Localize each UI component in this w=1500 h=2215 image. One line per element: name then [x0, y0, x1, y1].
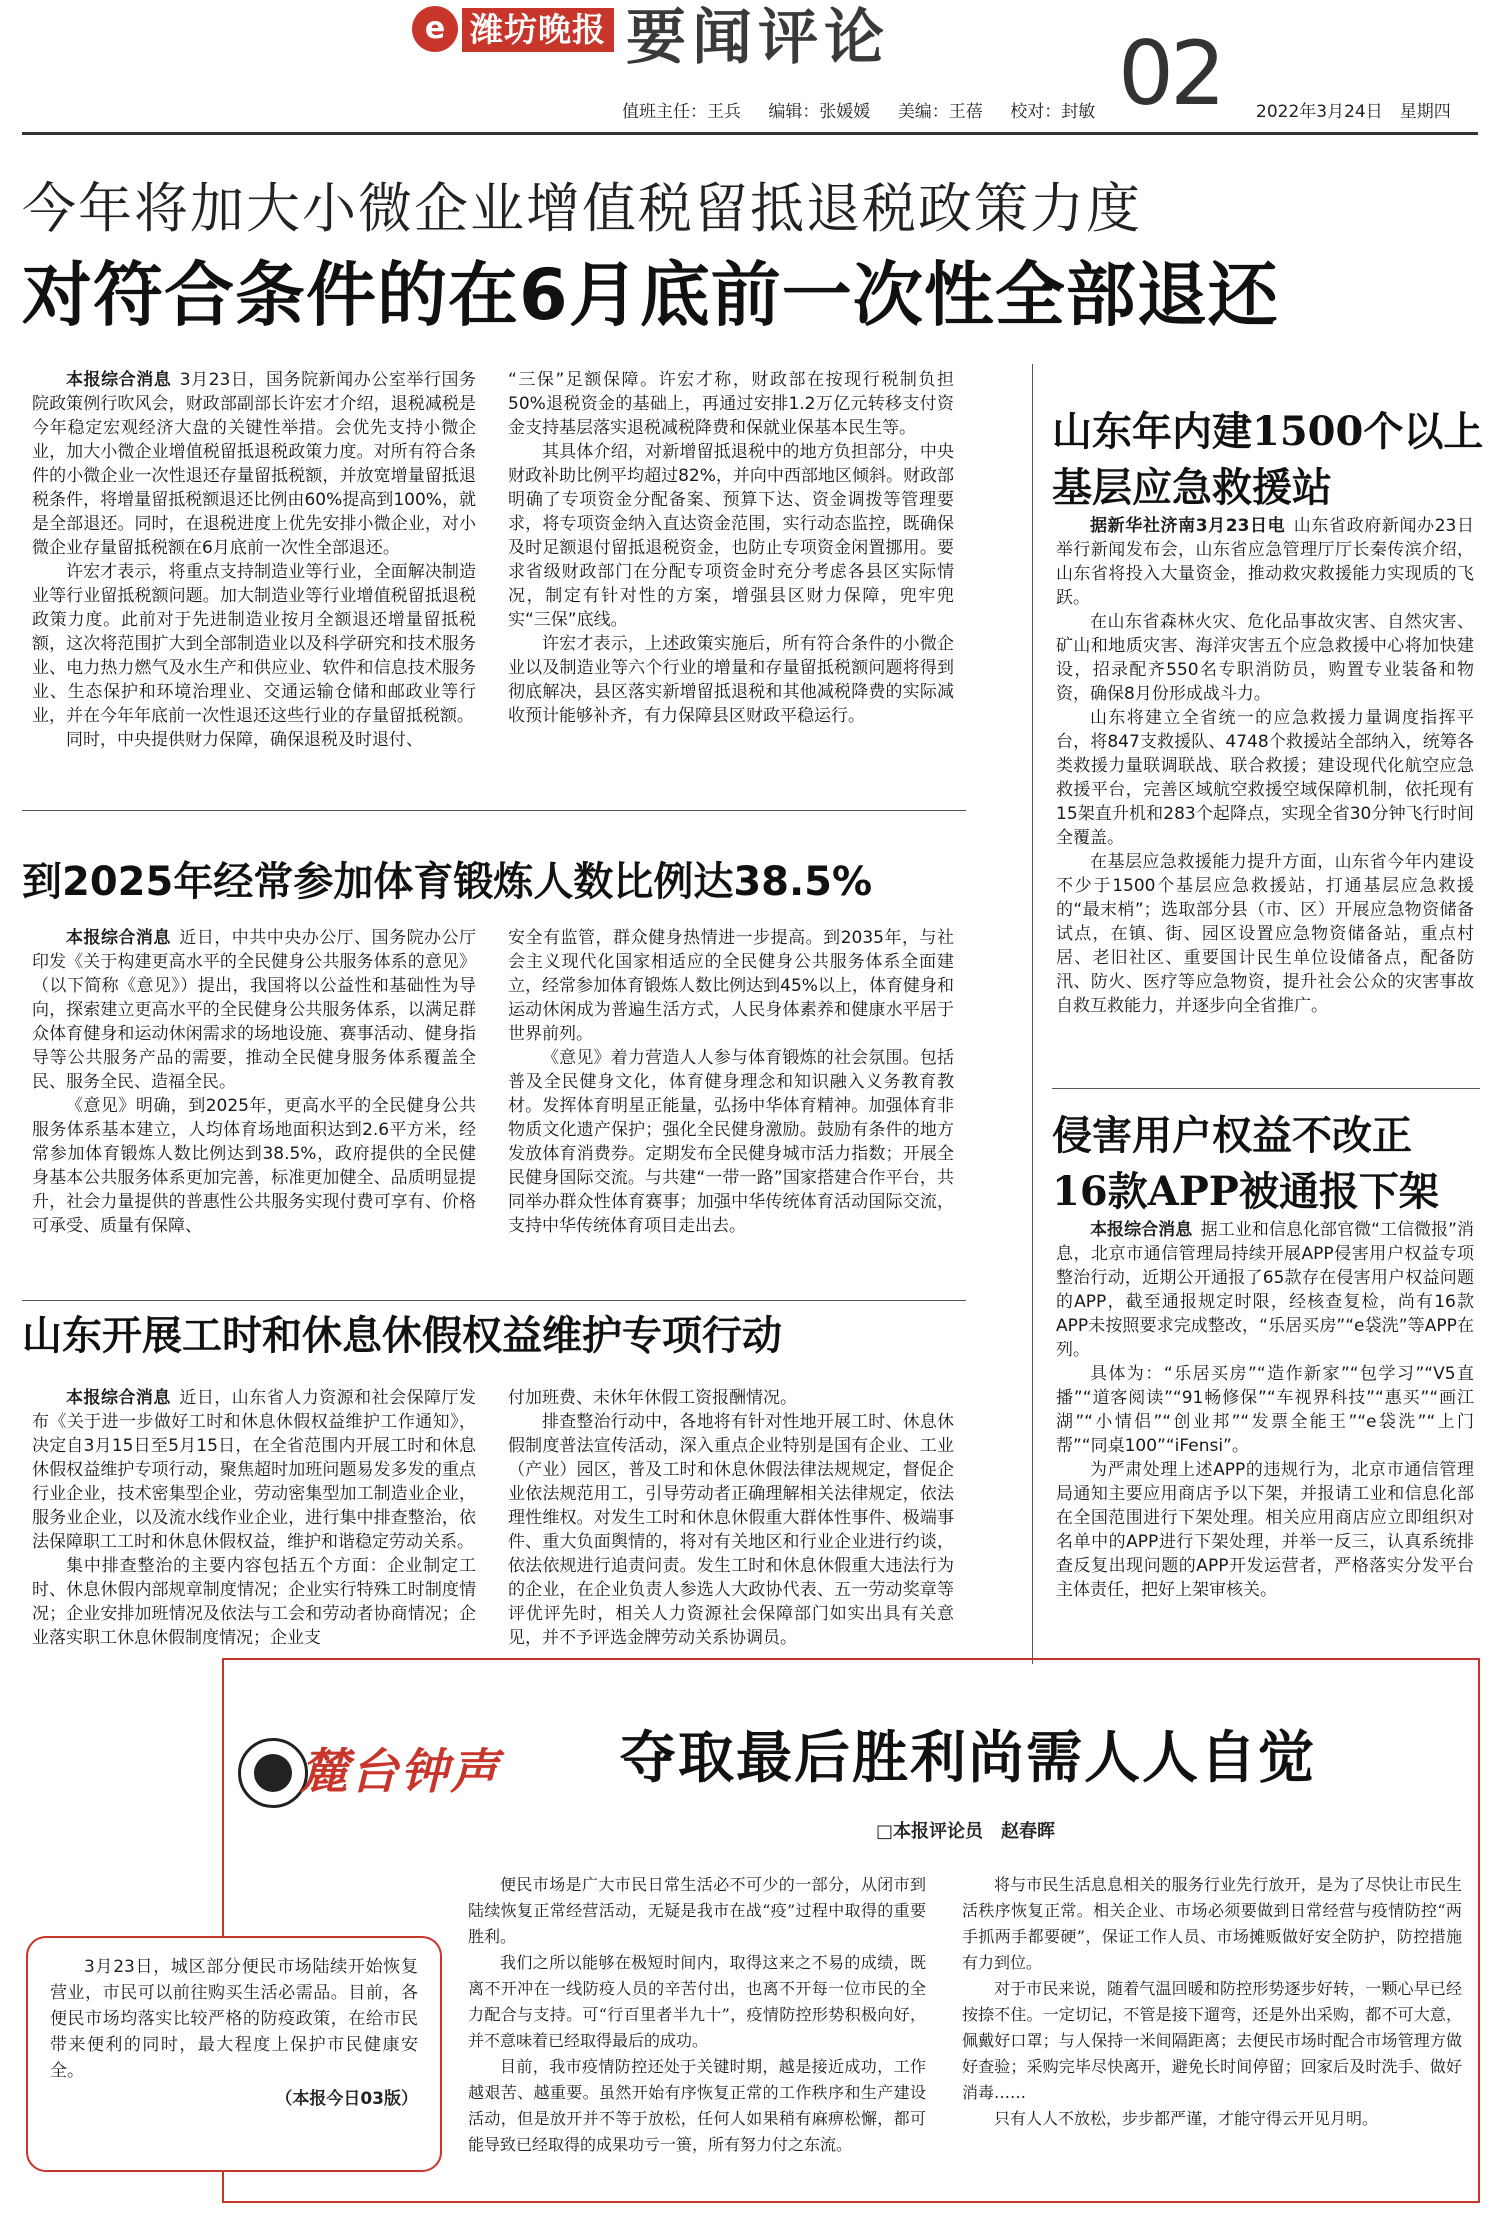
article1-title: 对符合条件的在6月底前一次性全部退还: [22, 254, 1279, 336]
side2-title-line: 16款APP被通报下架: [1052, 1168, 1439, 1215]
side1-title-line: 基层应急救援站: [1052, 464, 1332, 511]
side1-body: [1056, 514, 1474, 1074]
editor-credits: [622, 100, 1117, 124]
article3-title: 山东开展工时和休息休假权益维护专项行动: [22, 1313, 782, 1359]
newspaper-logo-icon: e: [412, 6, 458, 52]
commentary-paragraph: 我们之所以能够在极短时间内，取得这来之不易的成绩，既离不开冲在一线防疫人员的辛苦付出，也离不开每一位市民的全力配合与支持。可“行百里者半九十”，疫情防控形势积极向好，并不意味着已经取得最后的成功。: [468, 1953, 926, 2050]
article-divider: [22, 1300, 966, 1301]
article3-lead: 本报综合消息: [66, 1388, 171, 1408]
article1-paragraph: 许宏才表示，将重点支持制造业等行业，全面解决制造业等行业留抵税额问题。加大制造业等行业增值税留抵退税政策力度。此前对于先进制造业按月全额退还增量留抵税额，这次将范围扩大到全部制造业以及科学研究和技术服务业、电力热力燃气及水生产和供应业、软件和信息技术服务业、生态保护和环境治理业、交通运输仓储和邮政业等行业，并在今年年底前一次性退还这些行业的存量留抵税额。: [32, 562, 476, 726]
commentary-title: 夺取最后胜利尚需人人自觉: [620, 1726, 1316, 1791]
column-divider: [1032, 364, 1033, 1664]
article3-paragraph: 集中排查整治的主要内容包括五个方面：企业制定工时、休息休假内部规章制度情况；企业实行特殊工时制度情况；企业安排加班情况及依法与工会和劳动者协商情况；企业落实职工休息休假制度情况；企业支: [32, 1556, 476, 1648]
bell-icon-center: [254, 1754, 292, 1792]
article-divider: [22, 810, 966, 811]
side2-paragraph: 具体为：“乐居买房”“造作新家”“包学习”“V5直播”“道客阅读”“91畅修保”“车视界科技”“惠买”“画江湖”“小情侣”“创业邦”“发票全能王”“e袋洗”“上门帮”“同桌100”“iFensi”。: [1056, 1364, 1474, 1456]
commentary-paragraph: 目前，我市疫情防控还处于关键时期，越是接近成功，工作越艰苦、越重要。虽然开始有序恢复正常的工作秩序和生产建设活动，但是放开并不等于放松，任何人如果稍有麻痹松懈，都可能导致已经取得的成果功亏一篑，所有努力付之东流。: [468, 2057, 926, 2154]
commentary-paragraph: 便民市场是广大市民日常生活必不可少的一部分，从闭市到陆续恢复正常经营活动，无疑是我市在战“疫”过程中取得的重要胜利。: [468, 1875, 926, 1946]
article2-paragraph: 《意见》着力营造人人参与体育锻炼的社会氛围。包括普及全民健身文化，体育健身理念和知识融入义务教育教材。发挥体育明星正能量，弘扬中华体育精神。加强体育非物质文化遗产保护；强化全民健身激励。鼓励有条件的地方发放体育消费券。定期发布全民健身城市活力指数；开展全民健身国际交流。与共建“一带一路”国家搭建合作平台，共同举办群众性体育赛事；加强中华传统体育活动国际交流，支持中华传统体育项目走出去。: [508, 1048, 954, 1236]
page-number: 02: [1118, 22, 1222, 125]
article3-paragraph: 近日，山东省人力资源和社会保障厅发布《关于进一步做好工时和休息休假权益维护工作通知》，决定自3月15日至5月15日，在全省范围内开展工时和休息休假权益维护专项行动，聚焦超时加班问题易发多发的重点行业企业，技术密集型企业，劳动密集型加工制造业企业，服务业企业，以及流水线作业企业，进行集中排查整治，依法保障职工工时和休息休假权益，维护和谐稳定劳动关系。: [32, 1388, 476, 1552]
commentary-paragraph: 将与市民生活息息相关的服务行业先行放开，是为了尽快让市民生活秩序恢复正常。相关企业、市场必须要做到日常经营与疫情防控“两手抓两手都要硬”，保证工作人员、市场摊贩做好安全防护，防控措施有力到位。: [962, 1875, 1462, 1972]
article2-column1: [32, 926, 476, 1290]
side1-paragraph: 山东将建立全省统一的应急救援力量调度指挥平台，将847支救援队、4748个救援站全部纳入，统筹各类救援力量联调联战、联合救援；建设现代化航空应急救援平台，完善区域航空救援空域保障机制，依托现有15架直升机和283个起降点，实现全省30分钟飞行时间全覆盖。: [1056, 708, 1474, 848]
section-title: 要闻评论: [626, 3, 890, 73]
art-editor: 美编：王蓓: [897, 102, 983, 122]
side2-paragraph: 据工业和信息化部官微“工信微报”消息，北京市通信管理局持续开展APP侵害用户权益专项整治行动，近期公开通报了65款存在侵害用户权益问题的APP，截至通报规定时限，经核查复检，尚有16款APP未按照要求完成整改，“乐居买房”“e袋洗”等APP在列。: [1056, 1220, 1474, 1360]
article1-subtitle: 今年将加大小微企业增值税留抵退税政策力度: [22, 177, 1142, 240]
commentary-byline: □本报评论员 赵春晖: [876, 1821, 1056, 1842]
newspaper-name: 潍坊晚报: [462, 8, 614, 52]
side1-paragraph: 在山东省森林火灾、危化品事故灾害、自然灾害、矿山和地质灾害、海洋灾害五个应急救援中心将加快建设，招录配齐550名专职消防员，购置专业装备和物资，确保8月份形成战斗力。: [1056, 612, 1474, 704]
article1-paragraph: “三保”足额保障。许宏才称，财政部在按现行税制负担50%退税资金的基础上，再通过安排1.2万亿元转移支付资金支持基层落实退税减税降费和保就业保基本民生等。: [508, 370, 954, 438]
side1-title: [1052, 404, 1483, 516]
proofreader: 校对：封敏: [1010, 102, 1096, 122]
callout-box: [26, 1936, 442, 2172]
article2-paragraph: 《意见》明确，到2025年，更高水平的全民健身公共服务体系基本建立，人均体育场地面积达到2.6平方米，经常参加体育锻炼人数比例达到38.5%，政府提供的全民健身基本公共服务体系更加完善，标准更加健全、品质明显提升，社会力量提供的普惠性公共服务实现付费可享有、价格可承受、质量有保障、: [32, 1096, 476, 1236]
side2-body: [1056, 1218, 1474, 1648]
article1-paragraph: 3月23日，国务院新闻办公室举行国务院政策例行吹风会，财政部副部长许宏才介绍，退税减税是今年稳定宏观经济大盘的关键性举措。会优先支持小微企业，加大小微企业增值税留抵退税政策力度。对所有符合条件的小微企业一次性退还存量留抵税额，并放宽增量留抵退税条件，将增量留抵税额退还比例由60%提高到100%，就是全部退还。同时，在退税进度上优先安排小微企业，对小微企业存量留抵税额在6月底前一次性全部退还。: [32, 370, 476, 558]
commentary-column2: [962, 1872, 1462, 2194]
masthead-divider: [22, 132, 1478, 135]
article2-title: 到2025年经常参加体育锻炼人数比例达38.5%: [22, 859, 873, 905]
article1-lead: 本报综合消息: [66, 370, 172, 390]
side1-paragraph: 在基层应急救援能力提升方面，山东省今年内建设不少于1500个基层应急救援站，打通基层应急救援的“最末梢”；选取部分县（市、区）开展应急物资储备试点，在镇、街、园区设置应急物资储备站，重点村居、老旧社区、重要国计民生单位设储备点，配备防汛、防火、医疗等应急物资，提升社会公众的灾害事故自救互救能力，并逐步向全省推广。: [1056, 852, 1474, 1016]
commentary-paragraph: 对于市民来说，随着气温回暖和防控形势逐步好转，一颗心早已经按捺不住。一定切记，不管是接下遛弯，还是外出采购，都不可大意，佩戴好口罩；与人保持一米间隔距离；去便民市场时配合市场管理方做好查验；采购完毕尽快离开，避免长时间停留；回家后及时洗手、做好消毒……: [962, 1979, 1462, 2102]
commentary-column1: [468, 1872, 926, 2194]
article2-lead: 本报综合消息: [66, 928, 171, 948]
editor: 编辑：张媛媛: [768, 102, 871, 122]
issue-date: 2022年3月24日 星期四: [1256, 102, 1451, 122]
side2-title-line: 侵害用户权益不改正: [1052, 1112, 1412, 1159]
article1-paragraph: 其具体介绍，对新增留抵退税中的地方负担部分，中央财政补助比例平均超过82%，并向中西部地区倾斜。财政部明确了专项资金分配备案、预算下达、资金调拨等管理要求，将专项资金纳入直达资金范围，实行动态监控，既确保及时足额退付留抵退税资金，也防止专项资金闲置挪用。要求省级财政部门在分配专项资金时充分考虑各县区实际情况，制定有针对性的方案，增强县区财力保障，兜牢兜实“三保”底线。: [508, 442, 954, 630]
callout-text: 3月23日，城区部分便民市场陆续开始恢复营业，市民可以前往购买生活必需品。目前，各便民市场均落实比较严格的防疫政策，在给市民带来便利的同时，最大程度上保护市民健康安全。: [50, 1957, 418, 2081]
article2-column2: [508, 926, 954, 1290]
article1-paragraph: 同时，中央提供财力保障，确保退税及时退付、: [66, 730, 423, 750]
side1-title-line: 山东年内建1500个以上: [1052, 408, 1484, 455]
side1-paragraph: 山东省政府新闻办23日举行新闻发布会，山东省应急管理厅厅长秦传滨介绍，山东省将投入大量资金，推动救灾救援能力实现质的飞跃。: [1056, 516, 1474, 608]
article3-paragraph: 付加班费、未休年休假工资报酬情况。: [508, 1388, 797, 1408]
article1-column2: [508, 368, 954, 788]
commentary-paragraph: 只有人人不放松，步步都严谨，才能守得云开见月明。: [994, 2109, 1379, 2128]
article1-paragraph: 许宏才表示，上述政策实施后，所有符合条件的小微企业以及制造业等六个行业的增量和存量留抵税额问题将得到彻底解决，县区落实新增留抵退税和其他减税降费的实际减收预计能够补齐，有力保障县区财政平稳运行。: [508, 634, 954, 726]
article-divider: [1052, 1088, 1480, 1089]
article3-column2: [508, 1386, 954, 1678]
side2-title: [1052, 1108, 1439, 1220]
article1-column1: [32, 368, 476, 788]
side2-lead: 本报综合消息: [1090, 1220, 1193, 1240]
column-name: 麓台钟声: [300, 1744, 501, 1800]
callout-source: （本报今日03版）: [275, 2089, 418, 2109]
article2-paragraph: 近日，中共中央办公厅、国务院办公厅印发《关于构建更高水平的全民健身公共服务体系的意见》（以下简称《意见》）提出，我国将以公益性和基础性为导向，探索建立更高水平的全民健身公共服务体系，以满足群众体育健身和运动休闲需求的场地设施、赛事活动、健身指导等公共服务产品的需要，推动全民健身服务体系覆盖全民、服务全民、造福全民。: [32, 928, 476, 1092]
article3-column1: [32, 1386, 476, 1678]
side2-paragraph: 为严肃处理上述APP的违规行为，北京市通信管理局通知主要应用商店予以下架，并报请工业和信息化部在全国范围进行下架处理。相关应用商店应立即组织对名单中的APP进行下架处理，并举一反三，认真系统排查反复出现问题的APP开发运营者，严格落实分发平台主体责任，把好上架审核关。: [1056, 1460, 1474, 1600]
article3-paragraph: 排查整治行动中，各地将有针对性地开展工时、休息休假制度普法宣传活动，深入重点企业特别是国有企业、工业（产业）园区，普及工时和休息休假法律法规规定，督促企业依法规范用工，引导劳动者正确理解相关法律规定，依法理性维权。对发生工时和休息休假重大群体性事件、极端事件、重大负面舆情的，将对有关地区和行业企业进行约谈，依法依规进行追责问责。发生工时和休息休假重大违法行为的企业，在企业负责人参选人大政协代表、五一劳动奖章等评优评先时，相关人力资源社会保障部门如实出具有关意见，并不予评选金牌劳动关系协调员。: [508, 1412, 954, 1648]
side1-lead: 据新华社济南3月23日电: [1090, 516, 1286, 536]
duty-editor: 值班主任：王兵: [622, 102, 741, 122]
article2-paragraph: 安全有监管，群众健身热情进一步提高。到2035年，与社会主义现代化国家相适应的全民健身公共服务体系全面建立，经常参加体育锻炼人数比例达到45%以上，体育健身和运动休闲成为普遍生活方式，人民身体素养和健康水平居于世界前列。: [508, 928, 954, 1044]
